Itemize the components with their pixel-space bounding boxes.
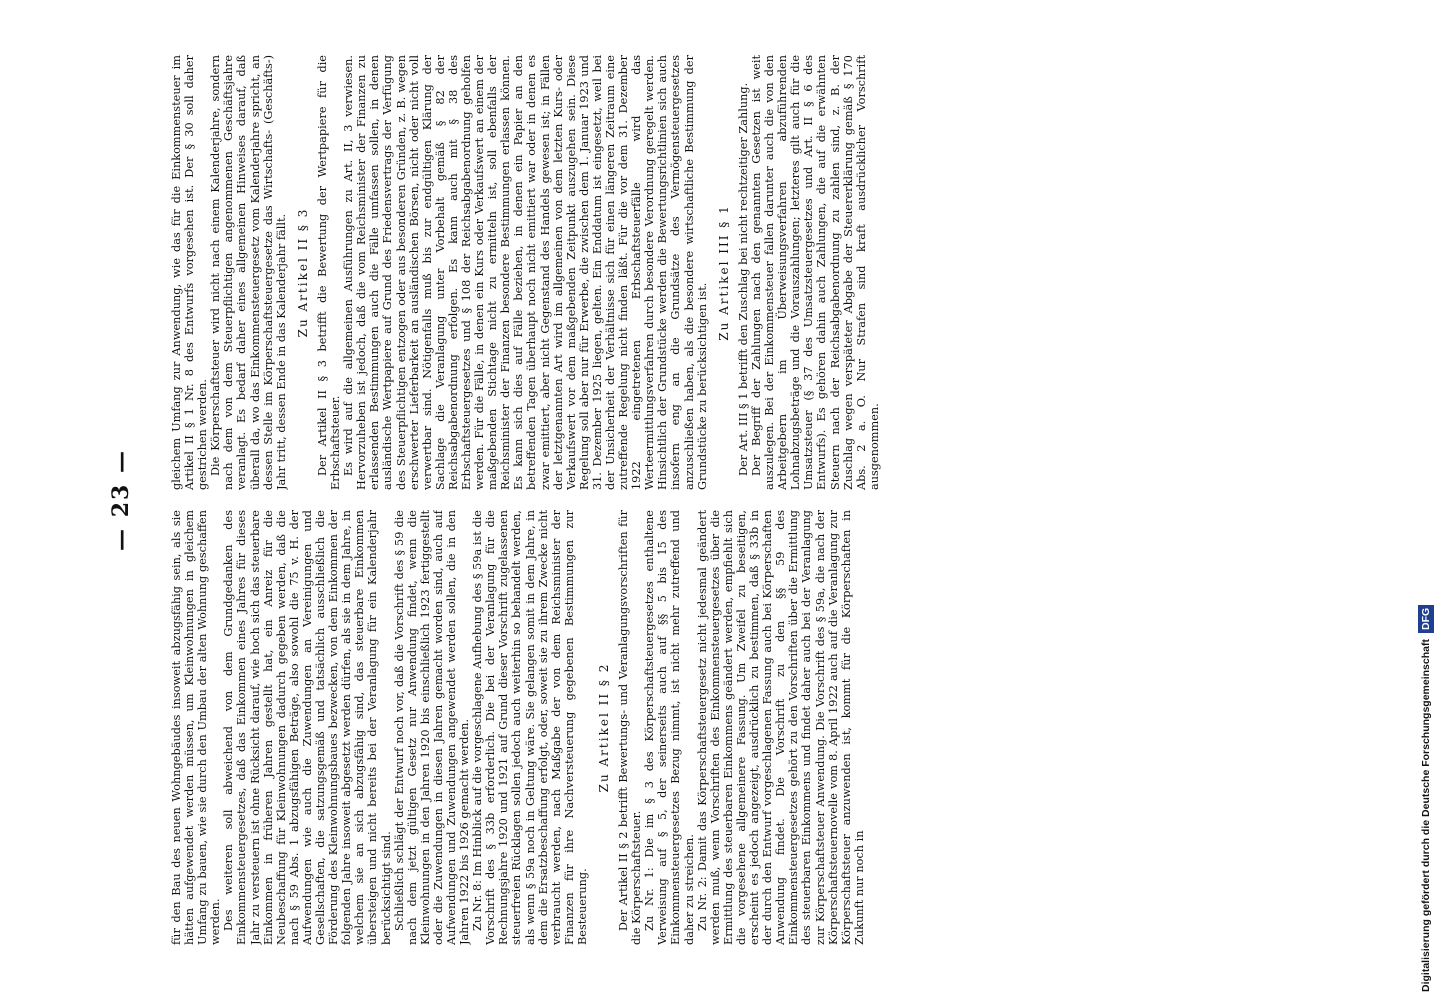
paragraph: Schließlich schlägt der Entwurf noch vor, daß die Vorschrift des § 59 die nach dem jetzt gültigen Gesetz nur Anwendung findet, wenn die Kleinwohnungen in den Jahren 1920 bis einschließlich 1923 fertiggestellt oder die Zuwendungen in diesen Jahren gemacht worden sind, auch auf Aufwendungen und Zuwendungen angewendet werden sollen, die in den Jahren 1922 bis 1926 gemacht werden. (392, 510, 472, 945)
paragraph: Der Begriff der Zahlungen nach den genannten Gesetzen ist weit auszulegen. Bei der Einkommensteuer fallen darunter auch die von den Arbeitgebern im Überweisungsverfahren abzuführenden Lohnabzugsbeträge und die Vorauszahlungen; letzteres gilt auch für die Umsatzsteuer (§ 37 des Umsatzsteuergesetzes und Art. II § 6 des Entwurfs). Es gehören dahin auch Zahlungen, die auf die erwähnten Steuern nach der Reichsabgabenordnung zu zahlen sind, z. B. der Zuschlag wegen verspäteter Abgabe der Steuererklärung gemäß § 170 Abs. 2 a. O. Nur Strafen sind kraft ausdrücklicher Vorschrift ausgenommen. (749, 55, 881, 490)
paragraph: Zu Nr. 1: Die im § 3 des Körperschaftsteuergesetzes enthaltene Verweisung auf § 5, der seinerseits auch auf §§ 5 bis 15 des Einkommensteuergesetzes Bezug nimmt, ist nicht mehr zutreffend und daher zu streichen. (643, 510, 696, 945)
paragraph: Zu Nr. 8: Im Hinblick auf die vorgeschlagene Aufhebung des § 59a ist die Vorschrift des § 33b erforderlich. Die bei der Veranlagung für die Rechnungsjahre 1920 und 1921 auf Grund dieser Vorschrift zugelassenen steuerfreien Rücklagen sollen jedoch auch weiterhin so behandelt werden, als wenn § 59a noch in Geltung wäre. Sie gelangen somit in dem Jahre, in dem die Ersatzbeschaffung erfolgt, oder, soweit sie zu ihrem Zwecke nicht verbraucht werden, nach Maßgabe der von dem Reichsminister der Finanzen für ihre Nachversteuerung gegebenen Bestimmungen zur Besteuerung. (471, 510, 589, 945)
paragraph: Die Körperschaftsteuer wird nicht nach einem Kalenderjahre, sondern nach dem von dem Steuerpflichtigen angenommenen Geschäftsjahre veranlagt. Es bedarf daher eines allgemeinen Hinweises darauf, daß überall da, wo das Einkommensteuergesetz vom Kalenderjahre spricht, an dessen Stelle im Körperschaftsteuergesetze das Wirtschafts- (Geschäfts-) Jahr tritt, dessen Ende in das Kalenderjahr fällt. (209, 55, 288, 490)
section-heading: Zu Artikel III § 1 (716, 204, 731, 341)
paragraph: Es wird auf die allgemeinen Ausführungen zu Art. II, 3 verwiesen. Hervorzuheben ist jedoch, daß die vom Reichsminister der Finanzen zu erlassenden Bestimmungen auch die Fälle umfassen sollen, in denen ausländische Wertpapiere auf Grund des Friedensvertrags der Verfügung des Steuerpflichtigen entzogen oder aus besonderen Gründen, z. B. wegen erschwerter Lieferbarkeit an ausländischen Börsen, nicht oder nicht voll verwertbar sind. Nötigenfalls muß bis zur endgültigen Klärung der Sachlage die Veranlagung unter Vorbehalt gemäß § 82 der Reichsabgabenordnung erfolgen. Es kann auch mit § 38 des Erbschaftsteuergesetzes und § 108 der Reichsabgabenordnung geholfen werden. Für die Fälle, in denen ein Kurs oder Verkaufswert an einem der maßgebenden Stichtage nicht zu ermitteln ist, soll ebenfalls der Reichsminister der Finanzen besondere Bestimmungen erlassen können. Es kann sich dies auf Fälle beziehen, in denen ein Papier an den betreffenden Tagen überhaupt noch nicht emittiert war oder in denen es zwar emittiert, aber nicht Gegenstand des Handels gewesen ist; in Fällen der letztgenannten Art wird im allgemeinen von dem letzten Kurs- oder Verkaufswert vor dem maßgebenden Zeitpunkt auszugehen sein. Diese Regelung soll aber nur für Erwerbe, die zwischen dem 1. Januar 1923 und 31. Dezember 1925 liegen, gelten. Ein Enddatum ist eingesetzt, weil bei der Unsicherheit der Verhältnisse sich für einen längeren Zeitraum eine zutreffende Regelung nicht finden läßt. Für die vor dem 31. Dezember 1922 eingetretenen Erbschaftsteuerfälle wird das Werteermittlungsverfahren durch besondere Verordnung geregelt werden. Hinsichtlich der Grundstücke werden die Bewertungsrichtlinien sich auch insofern eng an die Grundsätze des Vermögensteuergesetzes anzuschließen haben, als die besondere wirtschaftliche Bestimmung der Grundstücke zu berücksichtigen ist. (342, 55, 709, 490)
column-right (170, 55, 1370, 490)
credit-text: Digitalisierung gefördert durch die Deutsche Forschungsgemeinschaft (1420, 639, 1432, 992)
section-heading: Zu Artikel II § 3 (295, 207, 310, 338)
section-heading: Zu Artikel II § 2 (597, 662, 611, 793)
paragraph: Des weiteren soll abweichend von dem Grundgedanken des Einkommensteuergesetzes, daß das Einkommen eines Jahres für dieses Jahr zu versteuern ist ohne Rücksicht darauf, wie hoch sich das steuerbare Einkommen in früheren Jahren gestellt hat, ein Anreiz für die Neubeschaffung für Kleinwohnungen dadurch gegeben werden, daß die nach § 59 Abs. 1 abzugsfähigen Beträge, also sowohl die 75 v. H. der Aufwendungen wie auch die Zuwendungen an Vereinigungen und Gesellschaften, die satzungsgemäß und tatsächlich ausschließlich die Förderung des Kleinwohnungsbaues bezwecken, von dem Einkommen der folgenden Jahre insoweit abgesetzt werden dürfen, als sie in dem Jahre, in welchem sie an sich abzugsfähig sind, das steuerbare Einkommen übersteigen und nicht bereits bei der Veranlagung für ein Kalenderjahr berücksichtigt sind. (222, 510, 393, 945)
page-number: — 23 — (108, 449, 134, 551)
column-left (170, 510, 1370, 945)
paragraph: gleichem Umfang zur Anwendung, wie das für die Einkommensteuer im Artikel II § 1 Nr. 8 des Entwurfs vorgesehen ist. Der § 30 soll daher gestrichen werden. (170, 55, 210, 490)
paragraph: für den Bau des neuen Wohngebäudes insoweit abzugsfähig sein, als sie hätten aufgewendet werden müssen, um Kleinwohnungen in gleichem Umfang zu bauen, wie sie durch den Umbau der alten Wohnung geschaffen werden. (170, 510, 223, 945)
paragraph: Der Art. III § 1 betrifft den Zuschlag bei nicht rechtzeitiger Zahlung. (736, 82, 750, 476)
page-sheet (60, 0, 1400, 1000)
dfg-logo: DFG (1418, 605, 1434, 633)
text-columns (170, 55, 1370, 945)
paragraph: Der Artikel II § 3 betrifft die Bewertung der Wertpapiere für die Erbschaftsteuer. (315, 55, 343, 490)
digitization-credit (1418, 8, 1434, 992)
paragraph: Der Artikel II § 2 betrifft Bewertungs- und Veranlagungsvorschriften für die Körperschaftsteuer. (617, 510, 644, 945)
paragraph: Zu Nr. 2: Damit das Körperschaftsteuergesetz nicht jedesmal geändert werden muß, wenn Vorschriften des Einkommensteuergesetzes über die Ermittlung des steuerbaren Einkommens geändert werden, empfiehlt sich die vorgesehene allgemeinere Fassung. Um Zweifel zu beseitigen, erscheint es jedoch angezeigt, ausdrücklich zu bestimmen, daß § 33b in der durch den Entwurf vorgeschlagenen Fassung auch bei Körperschaften Anwendung findet. Die Vorschrift zu den §§ 59 des Einkommensteuergesetzes gehört zu den Vorschriften über die Ermittlung des steuerbaren Einkommens und findet daher auch bei der Veranlagung zur Körperschaftsteuer Anwendung. Die Vorschrift des § 59a, die nach der Körperschaftsteuernovelle vom 8. April 1922 auch auf die Veranlagung zur Körperschaftsteuer anzuwenden ist, kommt für die Körperschaften in Zukunft nur noch in (695, 510, 866, 945)
credit-line (1418, 8, 1434, 992)
